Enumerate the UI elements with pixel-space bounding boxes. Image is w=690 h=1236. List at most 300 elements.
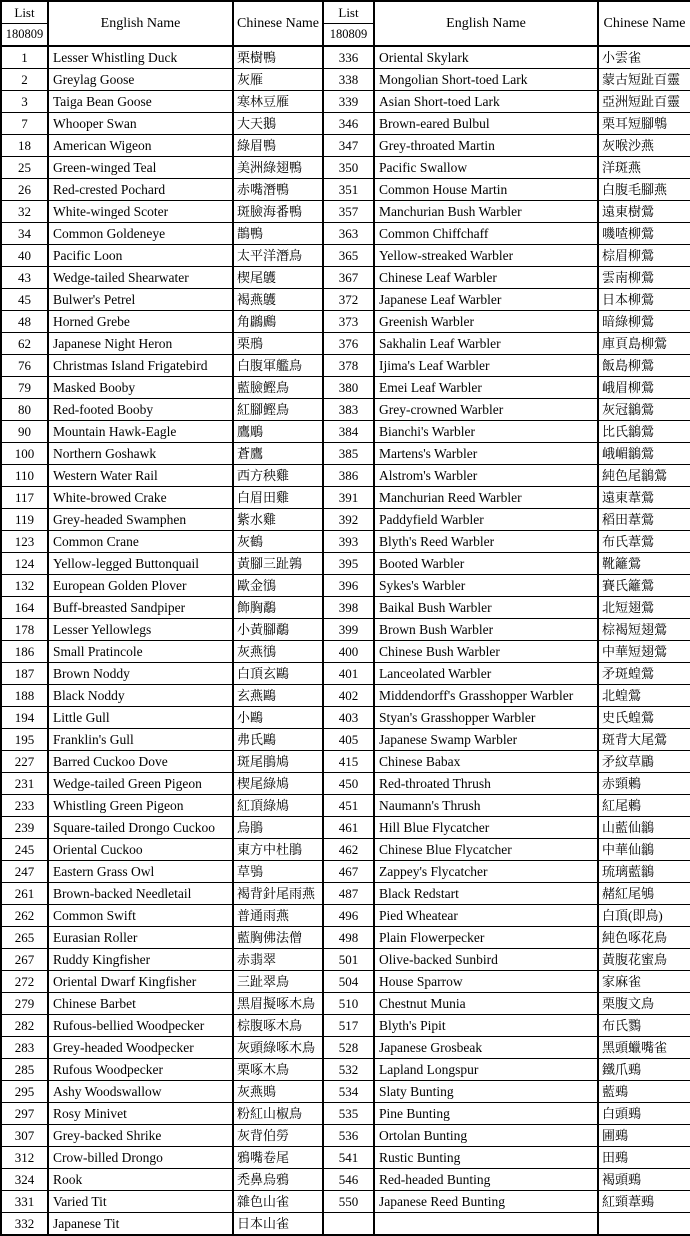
- english-name-cell: Pacific Swallow: [374, 157, 598, 179]
- chinese-name-cell: 鐵爪鵐: [598, 1059, 690, 1081]
- list-number-cell: 399: [323, 619, 374, 641]
- english-name-cell: Paddyfield Warbler: [374, 509, 598, 531]
- english-name-cell: Red-headed Bunting: [374, 1169, 598, 1191]
- list-number-cell: 25: [1, 157, 48, 179]
- english-name-cell: European Golden Plover: [48, 575, 233, 597]
- english-name-cell: Japanese Swamp Warbler: [374, 729, 598, 751]
- table-row: [1, 1059, 690, 1081]
- chinese-name-cell: 赤翡翠: [233, 949, 323, 971]
- list-number-cell: 357: [323, 201, 374, 223]
- chinese-name-cell: 鴉嘴卷尾: [233, 1147, 323, 1169]
- list-number-cell: 403: [323, 707, 374, 729]
- list-number-cell: 415: [323, 751, 374, 773]
- chinese-name-cell: 赭紅尾鴝: [598, 883, 690, 905]
- chinese-name-cell: 白頂(即鳥): [598, 905, 690, 927]
- english-name-cell: [374, 1213, 598, 1236]
- list-number-cell: 110: [1, 465, 48, 487]
- table-row: [1, 883, 690, 905]
- list-number-cell: 332: [1, 1213, 48, 1236]
- chinese-name-cell: 烏鵑: [233, 817, 323, 839]
- english-name-cell: Western Water Rail: [48, 465, 233, 487]
- chinese-name-cell: 草鴞: [233, 861, 323, 883]
- table-row: [1, 1147, 690, 1169]
- chinese-name-cell: 布氏葦鶯: [598, 531, 690, 553]
- english-name-cell: Plain Flowerpecker: [374, 927, 598, 949]
- english-name-cell: Northern Goshawk: [48, 443, 233, 465]
- chinese-name-cell: 玄燕鷗: [233, 685, 323, 707]
- table-row: [1, 1037, 690, 1059]
- list-number-cell: 80: [1, 399, 48, 421]
- list-number-cell: 285: [1, 1059, 48, 1081]
- english-name-cell: Greylag Goose: [48, 69, 233, 91]
- list-number-cell: 384: [323, 421, 374, 443]
- list-number-cell: 267: [1, 949, 48, 971]
- header-english-right: English Name: [374, 1, 598, 46]
- chinese-name-cell: 美洲綠翅鴨: [233, 157, 323, 179]
- table-row: [1, 179, 690, 201]
- chinese-name-cell: 日本山雀: [233, 1213, 323, 1236]
- list-number-cell: 451: [323, 795, 374, 817]
- table-row: [1, 465, 690, 487]
- list-number-cell: 373: [323, 311, 374, 333]
- chinese-name-cell: 東方中杜鵑: [233, 839, 323, 861]
- list-number-cell: 34: [1, 223, 48, 245]
- chinese-name-cell: 蒼鷹: [233, 443, 323, 465]
- english-name-cell: Little Gull: [48, 707, 233, 729]
- english-name-cell: Masked Booby: [48, 377, 233, 399]
- table-row: [1, 905, 690, 927]
- chinese-name-cell: 藍臉鰹鳥: [233, 377, 323, 399]
- chinese-name-cell: 中華仙鶲: [598, 839, 690, 861]
- chinese-name-cell: 白眉田雞: [233, 487, 323, 509]
- header-list-date: 180809: [2, 23, 47, 45]
- list-number-cell: 338: [323, 69, 374, 91]
- table-row: [1, 201, 690, 223]
- chinese-name-cell: 栗鳽: [233, 333, 323, 355]
- english-name-cell: Common Chiffchaff: [374, 223, 598, 245]
- list-number-cell: 401: [323, 663, 374, 685]
- english-name-cell: Yellow-streaked Warbler: [374, 245, 598, 267]
- chinese-name-cell: 鵲鴨: [233, 223, 323, 245]
- table-row: [1, 641, 690, 663]
- table-row: [1, 443, 690, 465]
- list-number-cell: 461: [323, 817, 374, 839]
- list-number-cell: 504: [323, 971, 374, 993]
- chinese-name-cell: 黃腳三趾鶉: [233, 553, 323, 575]
- english-name-cell: Varied Tit: [48, 1191, 233, 1213]
- english-name-cell: Grey-headed Woodpecker: [48, 1037, 233, 1059]
- list-number-cell: 48: [1, 311, 48, 333]
- chinese-name-cell: 中華短翅鶯: [598, 641, 690, 663]
- table-row: [1, 487, 690, 509]
- chinese-name-cell: 三趾翠鳥: [233, 971, 323, 993]
- english-name-cell: Common Goldeneye: [48, 223, 233, 245]
- chinese-name-cell: 日本柳鶯: [598, 289, 690, 311]
- chinese-name-cell: 遠東葦鶯: [598, 487, 690, 509]
- chinese-name-cell: 歐金鴴: [233, 575, 323, 597]
- list-number-cell: 261: [1, 883, 48, 905]
- english-name-cell: Hill Blue Flycatcher: [374, 817, 598, 839]
- table-row: [1, 223, 690, 245]
- chinese-name-cell: 禿鼻烏鴉: [233, 1169, 323, 1191]
- chinese-name-cell: 褐頭鵐: [598, 1169, 690, 1191]
- chinese-name-cell: 山藍仙鶲: [598, 817, 690, 839]
- english-name-cell: Taiga Bean Goose: [48, 91, 233, 113]
- english-name-cell: Black Noddy: [48, 685, 233, 707]
- list-number-cell: 487: [323, 883, 374, 905]
- english-name-cell: Oriental Cuckoo: [48, 839, 233, 861]
- list-number-cell: 462: [323, 839, 374, 861]
- table-row: [1, 861, 690, 883]
- english-name-cell: Rufous Woodpecker: [48, 1059, 233, 1081]
- english-name-cell: Grey-backed Shrike: [48, 1125, 233, 1147]
- english-name-cell: Red-throated Thrush: [374, 773, 598, 795]
- english-name-cell: Lapland Longspur: [374, 1059, 598, 1081]
- english-name-cell: Common House Martin: [374, 179, 598, 201]
- english-name-cell: Manchurian Reed Warbler: [374, 487, 598, 509]
- chinese-name-cell: 布氏鷚: [598, 1015, 690, 1037]
- list-number-cell: 395: [323, 553, 374, 575]
- chinese-name-cell: 小鷗: [233, 707, 323, 729]
- english-name-cell: Oriental Skylark: [374, 46, 598, 69]
- english-name-cell: Pacific Loon: [48, 245, 233, 267]
- chinese-name-cell: 田鵐: [598, 1147, 690, 1169]
- list-number-cell: 312: [1, 1147, 48, 1169]
- chinese-name-cell: 楔尾綠鳩: [233, 773, 323, 795]
- english-name-cell: Lanceolated Warbler: [374, 663, 598, 685]
- chinese-name-cell: 紅頸葦鵐: [598, 1191, 690, 1213]
- chinese-name-cell: 弗氏鷗: [233, 729, 323, 751]
- chinese-name-cell: 峨眉柳鶯: [598, 377, 690, 399]
- list-number-cell: 40: [1, 245, 48, 267]
- list-number-cell: 45: [1, 289, 48, 311]
- english-name-cell: Bianchi's Warbler: [374, 421, 598, 443]
- english-name-cell: Asian Short-toed Lark: [374, 91, 598, 113]
- list-number-cell: 339: [323, 91, 374, 113]
- list-number-cell: 365: [323, 245, 374, 267]
- english-name-cell: Wedge-tailed Shearwater: [48, 267, 233, 289]
- list-number-cell: 405: [323, 729, 374, 751]
- table-row: [1, 509, 690, 531]
- chinese-name-cell: 賽氏籬鶯: [598, 575, 690, 597]
- table-row: [1, 751, 690, 773]
- list-number-cell: 367: [323, 267, 374, 289]
- english-name-cell: Red-footed Booby: [48, 399, 233, 421]
- chinese-name-cell: 白腹毛腳燕: [598, 179, 690, 201]
- english-name-cell: Ortolan Bunting: [374, 1125, 598, 1147]
- table-row: [1, 685, 690, 707]
- chinese-name-cell: 寒林豆雁: [233, 91, 323, 113]
- chinese-name-cell: 黃腹花蜜鳥: [598, 949, 690, 971]
- chinese-name-cell: 靴籬鶯: [598, 553, 690, 575]
- list-number-cell: 496: [323, 905, 374, 927]
- english-name-cell: Common Crane: [48, 531, 233, 553]
- english-name-cell: Mongolian Short-toed Lark: [374, 69, 598, 91]
- chinese-name-cell: 飯島柳鶯: [598, 355, 690, 377]
- list-number-cell: 132: [1, 575, 48, 597]
- chinese-name-cell: 黑頭蠟嘴雀: [598, 1037, 690, 1059]
- list-number-cell: 7: [1, 113, 48, 135]
- english-name-cell: Slaty Bunting: [374, 1081, 598, 1103]
- list-number-cell: 350: [323, 157, 374, 179]
- header-row: [1, 1, 690, 46]
- english-name-cell: Whooper Swan: [48, 113, 233, 135]
- english-name-cell: Japanese Night Heron: [48, 333, 233, 355]
- list-number-cell: 233: [1, 795, 48, 817]
- list-number-cell: 295: [1, 1081, 48, 1103]
- table-row: [1, 377, 690, 399]
- list-number-cell: 378: [323, 355, 374, 377]
- chinese-name-cell: 家麻雀: [598, 971, 690, 993]
- chinese-name-cell: 庫頁島柳鶯: [598, 333, 690, 355]
- list-number-cell: 90: [1, 421, 48, 443]
- english-name-cell: Pine Bunting: [374, 1103, 598, 1125]
- english-name-cell: Grey-headed Swamphen: [48, 509, 233, 531]
- english-name-cell: Common Swift: [48, 905, 233, 927]
- chinese-name-cell: 灰燕鴴: [233, 641, 323, 663]
- list-number-cell: 194: [1, 707, 48, 729]
- english-name-cell: Chestnut Munia: [374, 993, 598, 1015]
- list-number-cell: 231: [1, 773, 48, 795]
- list-number-cell: [323, 1213, 374, 1236]
- chinese-name-cell: 赤嘴潛鴨: [233, 179, 323, 201]
- chinese-name-cell: 雲南柳鶯: [598, 267, 690, 289]
- list-number-cell: 43: [1, 267, 48, 289]
- english-name-cell: Naumann's Thrush: [374, 795, 598, 817]
- chinese-name-cell: 紫水雞: [233, 509, 323, 531]
- english-name-cell: Alstrom's Warbler: [374, 465, 598, 487]
- english-name-cell: Red-crested Pochard: [48, 179, 233, 201]
- english-name-cell: Grey-crowned Warbler: [374, 399, 598, 421]
- english-name-cell: American Wigeon: [48, 135, 233, 157]
- table-row: [1, 707, 690, 729]
- table-row: [1, 619, 690, 641]
- list-number-cell: 3: [1, 91, 48, 113]
- english-name-cell: Olive-backed Sunbird: [374, 949, 598, 971]
- english-name-cell: Grey-throated Martin: [374, 135, 598, 157]
- chinese-name-cell: 北短翅鶯: [598, 597, 690, 619]
- table-row: [1, 1169, 690, 1191]
- list-number-cell: 501: [323, 949, 374, 971]
- table-row: [1, 531, 690, 553]
- list-number-cell: 534: [323, 1081, 374, 1103]
- list-number-cell: 76: [1, 355, 48, 377]
- list-number-cell: 119: [1, 509, 48, 531]
- english-name-cell: Small Pratincole: [48, 641, 233, 663]
- english-name-cell: Blyth's Pipit: [374, 1015, 598, 1037]
- list-number-cell: 331: [1, 1191, 48, 1213]
- list-number-cell: 32: [1, 201, 48, 223]
- english-name-cell: Japanese Reed Bunting: [374, 1191, 598, 1213]
- list-number-cell: 178: [1, 619, 48, 641]
- list-number-cell: 117: [1, 487, 48, 509]
- list-number-cell: 536: [323, 1125, 374, 1147]
- list-number-cell: 26: [1, 179, 48, 201]
- english-name-cell: Crow-billed Drongo: [48, 1147, 233, 1169]
- chinese-name-cell: 斑背大尾鶯: [598, 729, 690, 751]
- list-number-cell: 546: [323, 1169, 374, 1191]
- header-english-left: English Name: [48, 1, 233, 46]
- list-number-cell: 262: [1, 905, 48, 927]
- list-number-cell: 239: [1, 817, 48, 839]
- chinese-name-cell: 純色尾鶲鶯: [598, 465, 690, 487]
- table-row: [1, 575, 690, 597]
- english-name-cell: Rosy Minivet: [48, 1103, 233, 1125]
- list-number-cell: 517: [323, 1015, 374, 1037]
- table-row: [1, 949, 690, 971]
- table-row: [1, 1125, 690, 1147]
- chinese-name-cell: 史氏蝗鶯: [598, 707, 690, 729]
- chinese-name-cell: 粉紅山椒鳥: [233, 1103, 323, 1125]
- english-name-cell: Franklin's Gull: [48, 729, 233, 751]
- english-name-cell: Sakhalin Leaf Warbler: [374, 333, 598, 355]
- english-name-cell: Emei Leaf Warbler: [374, 377, 598, 399]
- list-number-cell: 265: [1, 927, 48, 949]
- list-number-cell: 398: [323, 597, 374, 619]
- list-number-cell: 2: [1, 69, 48, 91]
- table-row: [1, 663, 690, 685]
- chinese-name-cell: 棕眉柳鶯: [598, 245, 690, 267]
- english-name-cell: Brown-backed Needletail: [48, 883, 233, 905]
- chinese-name-cell: 白頭鵐: [598, 1103, 690, 1125]
- chinese-name-cell: 楔尾鸌: [233, 267, 323, 289]
- list-number-cell: 79: [1, 377, 48, 399]
- chinese-name-cell: 灰背伯勞: [233, 1125, 323, 1147]
- english-name-cell: Rook: [48, 1169, 233, 1191]
- english-name-cell: Chinese Blue Flycatcher: [374, 839, 598, 861]
- header-list-label: List: [338, 5, 359, 20]
- chinese-name-cell: 圃鵐: [598, 1125, 690, 1147]
- list-number-cell: 307: [1, 1125, 48, 1147]
- list-number-cell: 123: [1, 531, 48, 553]
- table-row: [1, 333, 690, 355]
- chinese-name-cell: 白頂玄鷗: [233, 663, 323, 685]
- english-name-cell: Booted Warbler: [374, 553, 598, 575]
- english-name-cell: Middendorff's Grasshopper Warbler: [374, 685, 598, 707]
- english-name-cell: Pied Wheatear: [374, 905, 598, 927]
- english-name-cell: Sykes's Warbler: [374, 575, 598, 597]
- list-number-cell: 188: [1, 685, 48, 707]
- english-name-cell: Brown-eared Bulbul: [374, 113, 598, 135]
- list-number-cell: 347: [323, 135, 374, 157]
- english-name-cell: Ruddy Kingfisher: [48, 949, 233, 971]
- table-row: [1, 773, 690, 795]
- list-number-cell: 392: [323, 509, 374, 531]
- list-number-cell: 535: [323, 1103, 374, 1125]
- chinese-name-cell: 矛紋草鶥: [598, 751, 690, 773]
- table-row: [1, 421, 690, 443]
- list-number-cell: 187: [1, 663, 48, 685]
- list-number-cell: 467: [323, 861, 374, 883]
- chinese-name-cell: 栗腹文鳥: [598, 993, 690, 1015]
- english-name-cell: House Sparrow: [374, 971, 598, 993]
- chinese-name-cell: 藍鵐: [598, 1081, 690, 1103]
- chinese-name-cell: 稻田葦鶯: [598, 509, 690, 531]
- table-row: [1, 267, 690, 289]
- chinese-name-cell: 大天鵝: [233, 113, 323, 135]
- table-row: [1, 1015, 690, 1037]
- chinese-name-cell: 灰鶴: [233, 531, 323, 553]
- table-row: [1, 1103, 690, 1125]
- list-number-cell: 282: [1, 1015, 48, 1037]
- chinese-name-cell: 栗啄木鳥: [233, 1059, 323, 1081]
- list-number-cell: 400: [323, 641, 374, 663]
- list-number-cell: 498: [323, 927, 374, 949]
- english-name-cell: Zappey's Flycatcher: [374, 861, 598, 883]
- chinese-name-cell: 綠眉鴨: [233, 135, 323, 157]
- chinese-name-cell: 角鸊鷉: [233, 311, 323, 333]
- english-name-cell: Yellow-legged Buttonquail: [48, 553, 233, 575]
- table-row: [1, 69, 690, 91]
- list-number-cell: 385: [323, 443, 374, 465]
- chinese-name-cell: 灰喉沙燕: [598, 135, 690, 157]
- english-name-cell: Chinese Bush Warbler: [374, 641, 598, 663]
- list-number-cell: 18: [1, 135, 48, 157]
- header-list-label: List: [14, 5, 35, 20]
- chinese-name-cell: 西方秧雞: [233, 465, 323, 487]
- list-number-cell: 386: [323, 465, 374, 487]
- chinese-name-cell: 蒙古短趾百靈: [598, 69, 690, 91]
- english-name-cell: Bulwer's Petrel: [48, 289, 233, 311]
- list-number-cell: 100: [1, 443, 48, 465]
- english-name-cell: Wedge-tailed Green Pigeon: [48, 773, 233, 795]
- english-name-cell: Lesser Yellowlegs: [48, 619, 233, 641]
- chinese-name-cell: 嘰喳柳鶯: [598, 223, 690, 245]
- table-row: [1, 971, 690, 993]
- english-name-cell: Chinese Barbet: [48, 993, 233, 1015]
- chinese-name-cell: 飾胸鷸: [233, 597, 323, 619]
- table-row: [1, 399, 690, 421]
- english-name-cell: Eurasian Roller: [48, 927, 233, 949]
- chinese-name-cell: 雜色山雀: [233, 1191, 323, 1213]
- chinese-name-cell: 遠東樹鶯: [598, 201, 690, 223]
- chinese-name-cell: 比氏鶲鶯: [598, 421, 690, 443]
- list-number-cell: 450: [323, 773, 374, 795]
- english-name-cell: Square-tailed Drongo Cuckoo: [48, 817, 233, 839]
- list-number-cell: 164: [1, 597, 48, 619]
- english-name-cell: Barred Cuckoo Dove: [48, 751, 233, 773]
- english-name-cell: White-winged Scoter: [48, 201, 233, 223]
- chinese-name-cell: 小黃腳鷸: [233, 619, 323, 641]
- table-row: [1, 817, 690, 839]
- english-name-cell: Christmas Island Frigatebird: [48, 355, 233, 377]
- list-number-cell: 279: [1, 993, 48, 1015]
- english-name-cell: Black Redstart: [374, 883, 598, 905]
- list-number-cell: 351: [323, 179, 374, 201]
- english-name-cell: Mountain Hawk-Eagle: [48, 421, 233, 443]
- table-row: [1, 135, 690, 157]
- list-number-cell: 510: [323, 993, 374, 1015]
- chinese-name-cell: 北蝗鶯: [598, 685, 690, 707]
- english-name-cell: Manchurian Bush Warbler: [374, 201, 598, 223]
- list-number-cell: 324: [1, 1169, 48, 1191]
- list-number-cell: 372: [323, 289, 374, 311]
- english-name-cell: Chinese Babax: [374, 751, 598, 773]
- table-row: [1, 553, 690, 575]
- table-row: [1, 1213, 690, 1236]
- list-number-cell: 245: [1, 839, 48, 861]
- table-row: [1, 795, 690, 817]
- list-number-cell: 402: [323, 685, 374, 707]
- english-name-cell: Horned Grebe: [48, 311, 233, 333]
- english-name-cell: Brown Noddy: [48, 663, 233, 685]
- english-name-cell: Martens's Warbler: [374, 443, 598, 465]
- chinese-name-cell: 褐背針尾雨燕: [233, 883, 323, 905]
- english-name-cell: Baikal Bush Warbler: [374, 597, 598, 619]
- list-number-cell: 297: [1, 1103, 48, 1125]
- chinese-name-cell: 灰冠鶲鶯: [598, 399, 690, 421]
- list-number-cell: 272: [1, 971, 48, 993]
